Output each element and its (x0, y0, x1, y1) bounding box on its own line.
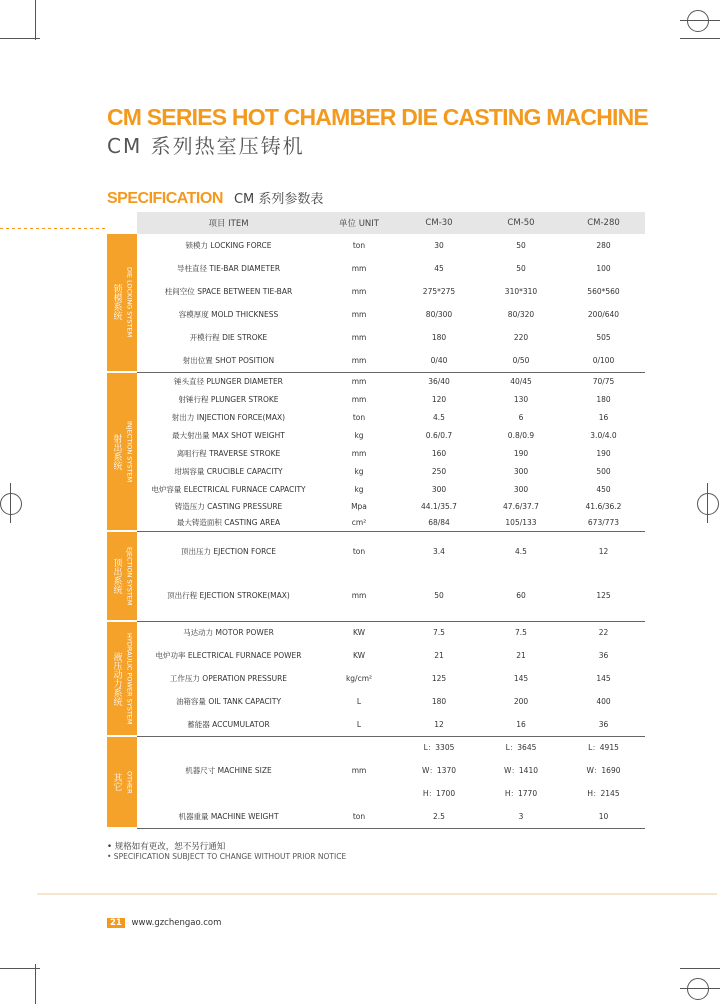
value-cell: 300 (513, 484, 529, 494)
value-cell: 6 (518, 412, 524, 422)
item-label: 坩埚容量 CRUCIBLE CAPACITY (174, 466, 283, 476)
table-row (107, 667, 645, 690)
value-cell: 300 (513, 466, 529, 476)
table-row (107, 531, 645, 571)
value-cell: 36 (598, 651, 609, 660)
value-cell: 275*275 (422, 287, 456, 296)
value-cell: 200/640 (587, 310, 620, 319)
value-cell: 505 (596, 333, 611, 342)
unit-cell: mm (320, 349, 398, 372)
value-cell: 50 (516, 241, 526, 250)
value-cell: 220 (513, 333, 529, 342)
item-label: 最大铸造面积 CASTING AREA (137, 514, 320, 531)
registration-mark (680, 988, 720, 989)
value-cell: 500 (596, 466, 611, 476)
table-row (107, 571, 645, 621)
value-cell: 120 (431, 394, 447, 404)
value-cell: 7.5 (515, 628, 527, 638)
value-cell: 12 (598, 546, 609, 556)
value-cell: 4.5 (433, 412, 445, 422)
item-label: 容模厚度 MOLD THICKNESS (178, 310, 279, 319)
unit-cell: L (356, 697, 362, 706)
header-blank-cell (107, 212, 137, 234)
page-number: 21 (107, 918, 125, 928)
value-cell: 200 (513, 697, 529, 706)
value-cell: 560*560 (587, 287, 620, 296)
registration-mark (707, 483, 708, 523)
decorative-dashed-line (0, 228, 107, 229)
value-cell: 2.5 (398, 805, 480, 828)
crop-mark (680, 968, 720, 969)
category-label-en: OTHER (125, 770, 134, 794)
item-label: 射出力 INJECTION FORCE(MAX) (171, 412, 286, 422)
unit-cell: ton (352, 546, 366, 556)
value-cell: 68/84 (398, 514, 480, 531)
item-label: 柱间空位 SPACE BETWEEN TIE-BAR (164, 287, 293, 296)
category-label-cn: 射出系统 (111, 433, 122, 470)
value-cell: 250 (431, 466, 447, 476)
unit-cell: Mpa (351, 501, 367, 511)
value-cell: 16 (598, 412, 609, 422)
value-cell: 44.1/35.7 (421, 501, 457, 511)
item-label: 机器重量 MACHINE WEIGHT (137, 805, 320, 828)
value-cell: 16 (480, 713, 562, 736)
unit-cell: mm (351, 310, 367, 319)
unit-cell: kg/cm² (345, 674, 373, 683)
footer-divider (37, 893, 717, 895)
table-row (107, 408, 645, 426)
header-model-cm280: CM-280 (562, 212, 645, 234)
value-cell: 70/75 (592, 376, 615, 386)
category-label-en: HYDRAULIC POWER SYSTEM (125, 632, 134, 725)
table-row (107, 736, 645, 759)
value-cell: H：1700 (422, 789, 456, 798)
category-other (107, 736, 137, 828)
header-item: 项目 ITEM (137, 212, 320, 234)
registration-mark (10, 483, 11, 523)
unit-cell: kg (354, 430, 364, 440)
category-label-cn: 锁模系统 (111, 284, 122, 321)
item-label: 油箱容量 OIL TANK CAPACITY (175, 697, 282, 706)
unit-cell: mm (351, 287, 367, 296)
header-unit: 单位 UNIT (320, 212, 398, 234)
category-label-cn: 其它 (111, 772, 122, 791)
category-label-cn: 顶出系统 (111, 557, 122, 594)
value-cell: W：1410 (503, 766, 538, 775)
value-cell: 3.4 (433, 546, 445, 556)
table-row (107, 514, 645, 531)
value-cell: H：1770 (504, 789, 538, 798)
value-cell: 125 (562, 571, 645, 621)
table-row (107, 462, 645, 480)
crop-mark (35, 0, 36, 40)
note-cn: • 规格如有更改，恕不另行通知 (107, 842, 226, 852)
specification-table (107, 212, 645, 829)
unit-cell: KW (352, 628, 366, 638)
value-cell: 80/300 (425, 310, 453, 319)
value-cell: L：3645 (505, 743, 537, 753)
note-en: • SPECIFICATION SUBJECT TO CHANGE WITHOUT PRIOR NOTICE (107, 852, 347, 861)
category-label-cn: 液压动力系统 (111, 651, 122, 706)
value-cell: 130 (513, 394, 529, 404)
unit-cell: L (320, 713, 398, 736)
crop-mark (0, 38, 40, 39)
unit-cell: ton (320, 805, 398, 828)
value-cell: 0/40 (398, 349, 480, 372)
spec-heading (107, 188, 323, 208)
value-cell: 0.8/0.9 (507, 430, 535, 440)
item-label: 顶出行程 EJECTION STROKE(MAX) (137, 571, 320, 621)
value-cell: 0/100 (562, 349, 645, 372)
value-cell: 21 (516, 651, 526, 660)
header-model-cm50: CM-50 (480, 212, 562, 234)
table-row (107, 480, 645, 498)
value-cell: 10 (562, 805, 645, 828)
value-cell: 3 (480, 805, 562, 828)
value-cell: 310*310 (504, 287, 538, 296)
table-row (107, 444, 645, 462)
header-model-cm30: CM-30 (398, 212, 480, 234)
unit-cell: kg (354, 466, 364, 476)
unit-cell: mm (351, 376, 367, 386)
item-label: 锤头直径 PLUNGER DIAMETER (174, 376, 283, 386)
website-link[interactable]: www.gzchengao.com (131, 918, 222, 928)
category-label-en: EJECTION SYSTEM (125, 546, 134, 606)
table-row (107, 303, 645, 326)
category-injection (107, 372, 137, 531)
unit-cell: mm (351, 394, 367, 404)
page-footer (107, 918, 221, 928)
table-row (107, 498, 645, 514)
crop-mark (680, 38, 720, 39)
table-row (107, 621, 645, 644)
category-label-en: DIE LOCKING SYSTEM (125, 267, 134, 338)
value-cell: L：4915 (588, 743, 619, 753)
value-cell: 7.5 (433, 628, 445, 638)
unit-cell: ton (352, 412, 366, 422)
registration-mark (0, 493, 22, 515)
item-label: 铸造压力 CASTING PRESSURE (174, 501, 283, 511)
value-cell: 80/320 (507, 310, 535, 319)
unit-cell: ton (352, 241, 366, 250)
value-cell: 673/773 (562, 514, 645, 531)
value-cell: 145 (513, 674, 529, 683)
registration-mark (687, 10, 709, 32)
item-label: 导柱直径 TIE-BAR DIAMETER (176, 264, 281, 273)
page-title-cn: CM 系列热室压铸机 (107, 134, 305, 158)
unit-cell: mm (351, 448, 367, 458)
value-cell: 450 (596, 484, 611, 494)
unit-cell: mm (351, 264, 367, 273)
value-cell: 41.6/36.2 (585, 501, 622, 511)
value-cell: W：1690 (586, 766, 621, 775)
page-title-en: CM SERIES HOT CHAMBER DIE CASTING MACHINE (107, 104, 648, 130)
crop-mark (35, 964, 36, 1004)
table-row (107, 690, 645, 713)
category-ejection (107, 531, 137, 621)
crop-mark (0, 968, 40, 969)
item-label: 马达动力 MOTOR POWER (183, 628, 274, 638)
spec-heading-cn: CM 系列参数表 (233, 192, 324, 207)
registration-mark (697, 493, 719, 515)
unit-cell: kg (354, 484, 364, 494)
category-die-locking (107, 234, 137, 372)
value-cell: 4.5 (515, 546, 527, 556)
value-cell: 22 (598, 628, 609, 638)
value-cell: 400 (596, 697, 611, 706)
table-row (107, 426, 645, 444)
unit-cell: mm (351, 766, 367, 776)
value-cell: 36 (562, 713, 645, 736)
value-cell: 160 (431, 448, 447, 458)
table-row (107, 372, 645, 390)
item-label: 离咀行程 TRAVERSE STROKE (176, 448, 281, 458)
item-label: 开模行程 DIE STROKE (189, 333, 268, 342)
item-label: 锁模力 LOCKING FORCE (185, 241, 272, 250)
value-cell: H：2145 (587, 789, 620, 798)
value-cell: 3.0/4.0 (590, 430, 617, 440)
value-cell: 105/133 (480, 514, 562, 531)
item-label: 电炉容量 ELECTRICAL FURNACE CAPACITY (151, 484, 306, 494)
table-row (107, 644, 645, 667)
table-row (107, 390, 645, 408)
value-cell: 45 (434, 264, 444, 273)
registration-mark (687, 978, 709, 1000)
table-row (107, 257, 645, 280)
value-cell: 190 (596, 448, 611, 458)
table-row (107, 280, 645, 303)
item-label: 射出位置 SHOT POSITION (137, 349, 320, 372)
registration-mark (680, 20, 720, 21)
item-label: 最大射出量 MAX SHOT WEIGHT (172, 430, 285, 440)
value-cell: 36/40 (428, 376, 450, 386)
value-cell: 0/50 (480, 349, 562, 372)
value-cell: 40/45 (510, 376, 532, 386)
table-header-row (107, 212, 645, 234)
table-row (107, 349, 645, 372)
value-cell: 180 (596, 394, 611, 404)
unit-cell: cm² (320, 514, 398, 531)
value-cell: 125 (431, 674, 447, 683)
value-cell: 50 (398, 571, 480, 621)
value-cell: 300 (431, 484, 447, 494)
item-label: 电炉功率 ELECTRICAL FURNACE POWER (155, 651, 302, 660)
value-cell: 30 (434, 241, 444, 250)
table-row (107, 234, 645, 257)
value-cell: 21 (434, 651, 444, 660)
item-label: 顶出压力 EJECTION FORCE (180, 546, 277, 556)
value-cell: W：1370 (421, 766, 456, 775)
spec-heading-en: SPECIFICATION (107, 190, 223, 207)
value-cell: 180 (431, 333, 447, 342)
item-label: 工作压力 OPERATION PRESSURE (169, 674, 288, 683)
value-cell: 180 (431, 697, 447, 706)
value-cell: 12 (398, 713, 480, 736)
item-label: 蓄能器 ACCUMULATOR (137, 713, 320, 736)
value-cell: 0.6/0.7 (425, 430, 453, 440)
value-cell: 60 (480, 571, 562, 621)
value-cell: 145 (596, 674, 611, 683)
unit-cell: KW (352, 651, 366, 660)
table-row (107, 326, 645, 349)
item-label: 机器尺寸 MACHINE SIZE (185, 766, 272, 776)
value-cell: L：3305 (423, 743, 455, 753)
value-cell: 100 (596, 264, 611, 273)
category-label-en: INJECTION SYSTEM (125, 420, 134, 483)
value-cell: 50 (516, 264, 526, 273)
value-cell: 47.6/37.7 (503, 501, 539, 511)
item-label: 射锤行程 PLUNGER STROKE (178, 394, 279, 404)
table-row (107, 713, 645, 736)
category-hydraulic-power (107, 621, 137, 736)
unit-cell: mm (351, 333, 367, 342)
value-cell: 280 (596, 241, 611, 250)
table-row (107, 805, 645, 828)
value-cell: 190 (513, 448, 529, 458)
unit-cell: mm (320, 571, 398, 621)
